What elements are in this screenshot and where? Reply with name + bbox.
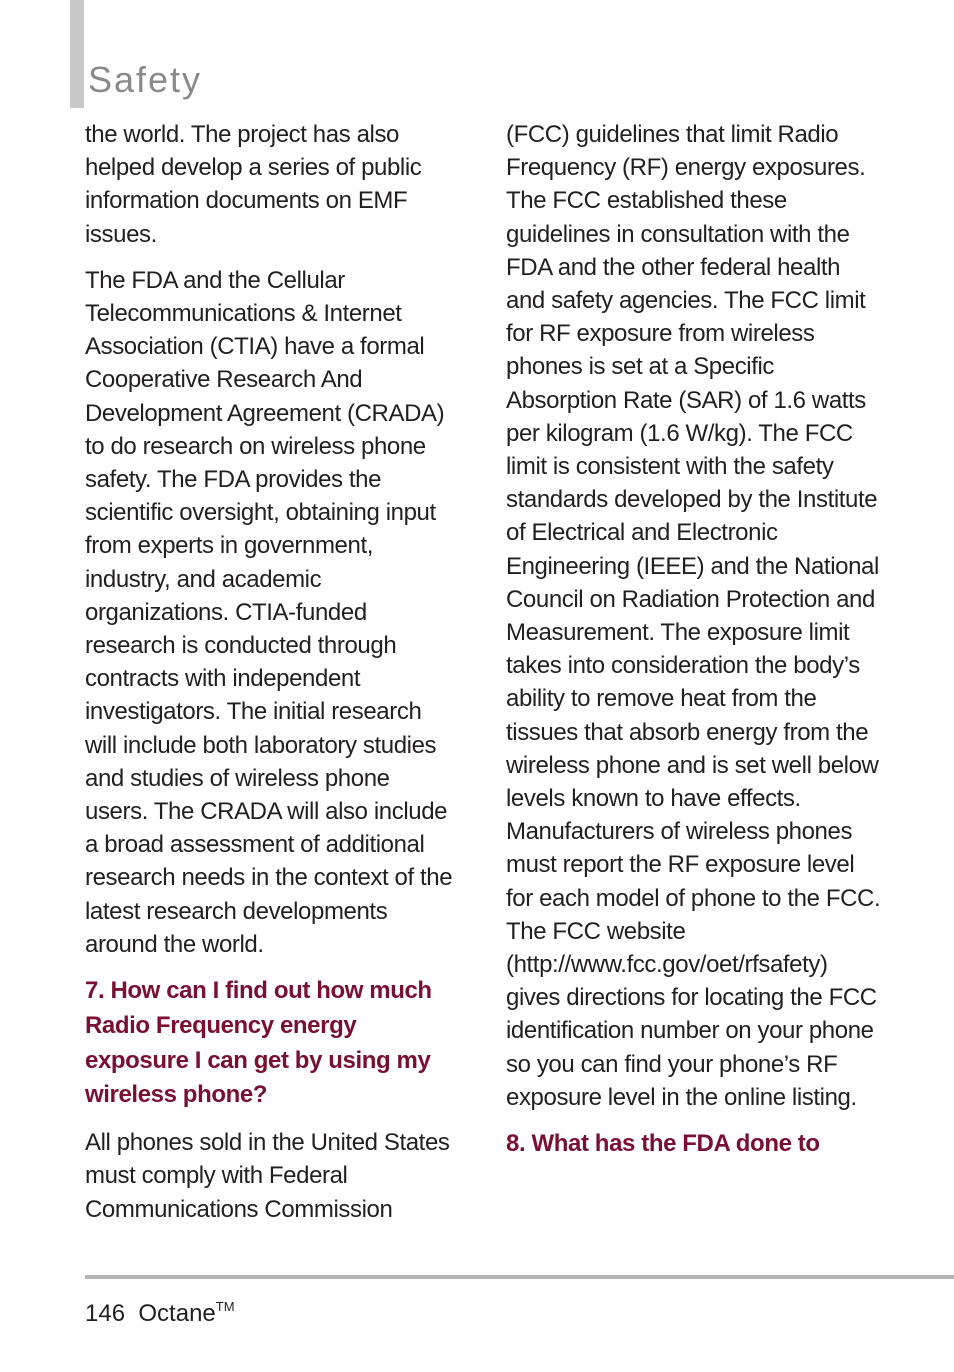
page-number: 146 [85, 1300, 126, 1327]
question-heading-8: 8. What has the FDA done to [506, 1130, 820, 1158]
question-heading-7: 7. How can I find out how much Radio Frequency energy exposure I can get by using my wireless phone? [85, 977, 432, 1109]
left-column [85, 118, 455, 1239]
body-paragraph: the world. The project has also helped develop a series of public information documents on EMF issues. [85, 121, 422, 248]
right-column [506, 118, 881, 1175]
body-paragraph: (FCC) guidelines that limit Radio Frequency (RF) energy exposures. The FCC established these guidelines in consultation with the FDA and the other federal health and safety agencies. The FCC limit for RF exposure from wireless phones is set at a Specific Absorption Rate (SAR) of 1.6 watts per kilogram (1.6 W/kg). The FCC limit is consistent with the safety standards developed by the Institute of Electrical and Electronic Engineering (IEEE) and the National Council on Radiation Protection and Measurement. The exposure limit takes into consideration the body’s ability to remove heat from the tissues that absorb energy from the wireless phone and is set well below levels known to have effects. Manufacturers of wireless phones must report the RF exposure level for each model of phone to the FCC. The FCC website (http://www.fcc.gov/oet/rfsafety) gives directions for locating the FCC identification number on your phone so you can find your phone’s RF exposure level in the online listing. [506, 121, 881, 1111]
page-footer [85, 1292, 235, 1329]
section-title: Safety [88, 59, 203, 101]
footer-divider [85, 1275, 954, 1279]
body-paragraph: All phones sold in the United States must comply with Federal Communications Commission [85, 1129, 450, 1223]
body-paragraph: The FDA and the Cellular Telecommunications & Internet Association (CTIA) have a formal Cooperative Research And Development Agreement (CRADA) to do research on wireless phone safety. The FDA provides the scientific oversight, obtaining input from experts in government, industry, and academic organizations. CTIA-funded research is conducted through contracts with independent investigators. The initial research will include both laboratory studies and studies of wireless phone users. The CRADA will also include a broad assessment of additional research needs in the context of the latest research developments around the world. [85, 266, 453, 958]
trademark-mark: TM [215, 1299, 235, 1314]
header-accent-bar [70, 0, 84, 108]
product-name: Octane [138, 1300, 216, 1327]
